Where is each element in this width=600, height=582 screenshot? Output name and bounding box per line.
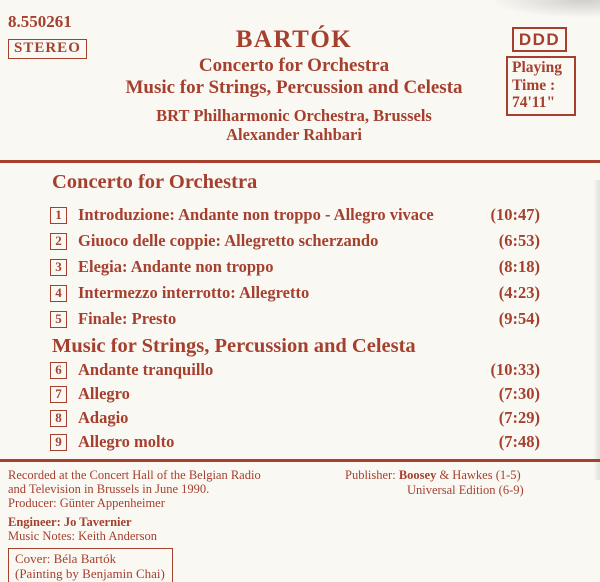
track-title: Finale: Presto <box>78 309 177 328</box>
playing-time-line: 74'11" <box>512 94 556 111</box>
music-notes-credit: Music Notes: Keith Anderson <box>8 529 157 543</box>
credits-block <box>8 468 261 582</box>
orchestra-name: BRT Philharmonic Orchestra, Brussels <box>156 106 432 125</box>
work-title-1: Concerto for Orchestra <box>198 55 390 76</box>
publisher-label: Publisher: <box>345 468 396 482</box>
track-rows <box>50 202 540 332</box>
track-duration: (7:48) <box>498 432 540 451</box>
track-title: Elegia: Andante non troppo <box>78 257 274 276</box>
divider-top <box>0 160 600 163</box>
divider-bottom <box>0 459 600 462</box>
track-number-box: 8 <box>50 410 67 427</box>
track-number-box: 3 <box>50 259 67 276</box>
track-rows <box>50 358 540 454</box>
credit-line: Producer: Günter Appenheimer <box>8 496 165 510</box>
track-row <box>50 228 540 254</box>
section-music-for-strings <box>0 334 600 454</box>
track-row <box>50 358 540 382</box>
track-number-box: 5 <box>50 311 67 328</box>
publisher-line-2: Universal Edition (6-9) <box>407 483 524 497</box>
track-list-area <box>0 164 600 454</box>
credit-line: and Television in Brussels in June 1990. <box>8 482 210 496</box>
scan-corner-shadow <box>490 0 600 18</box>
catalog-number: 8.550261 <box>8 12 72 31</box>
track-number-box: 9 <box>50 434 67 451</box>
section-concerto-for-orchestra <box>0 170 600 332</box>
track-title: Andante tranquillo <box>78 360 214 379</box>
track-row <box>50 280 540 306</box>
credit-line: Recorded at the Concert Hall of the Belgian Radio <box>8 468 261 482</box>
playing-time-line: Time : <box>512 76 556 94</box>
title-block <box>0 26 588 144</box>
conductor-name: Alexander Rahbari <box>226 125 362 144</box>
track-row <box>50 382 540 406</box>
playing-time-line: Playing <box>512 59 562 76</box>
recording-credits <box>8 468 261 510</box>
track-title: Intermezzo interrotto: Allegretto <box>78 283 310 302</box>
stereo-badge: STEREO <box>8 39 87 59</box>
performers-block <box>0 106 588 144</box>
track-title: Allegro <box>78 384 130 403</box>
track-duration: (4:23) <box>498 283 540 302</box>
composer-name: BARTÓK <box>235 26 353 53</box>
engineer-credit: Engineer: Jo Tavernier <box>8 515 132 529</box>
publisher-line-1 <box>345 468 524 483</box>
track-title: Allegro molto <box>78 432 175 451</box>
track-number-box: 6 <box>50 362 67 379</box>
track-duration: (7:29) <box>498 408 540 427</box>
cover-credit-box <box>8 548 173 582</box>
track-number-box: 2 <box>50 233 67 250</box>
ddd-badge: DDD <box>512 27 567 52</box>
track-duration: (9:54) <box>498 309 540 328</box>
playing-time-badge <box>506 56 576 116</box>
engineer-notes-block <box>8 515 261 543</box>
track-title: Introduzione: Andante non troppo - Allegro vivace <box>78 205 434 224</box>
track-duration: (10:47) <box>490 205 540 224</box>
section-title: Music for Strings, Percussion and Celesta <box>52 335 416 357</box>
track-title: Adagio <box>78 408 129 427</box>
track-row <box>50 306 540 332</box>
publisher-block <box>345 468 524 498</box>
track-row <box>50 430 540 454</box>
cover-credit-line: (Painting by Benjamin Chai) <box>15 566 165 581</box>
track-duration: (7:30) <box>498 384 540 403</box>
track-duration: (6:53) <box>498 231 540 250</box>
section-title: Concerto for Orchestra <box>52 171 258 193</box>
track-number-box: 7 <box>50 386 67 403</box>
track-number-box: 4 <box>50 285 67 302</box>
track-title: Giuoco delle coppie: Allegretto scherzando <box>78 231 379 250</box>
cover-credit-line: Cover: Béla Bartók <box>15 551 117 566</box>
publisher-name-rest: & Hawkes (1-5) <box>436 468 521 482</box>
track-row <box>50 254 540 280</box>
track-duration: (10:33) <box>490 360 540 379</box>
track-duration: (8:18) <box>498 257 540 276</box>
publisher-name-bold: Boosey <box>398 468 437 482</box>
track-number-box: 1 <box>50 207 67 224</box>
track-row <box>50 406 540 430</box>
work-title-2: Music for Strings, Percussion and Celesta <box>125 77 463 98</box>
track-row <box>50 202 540 228</box>
